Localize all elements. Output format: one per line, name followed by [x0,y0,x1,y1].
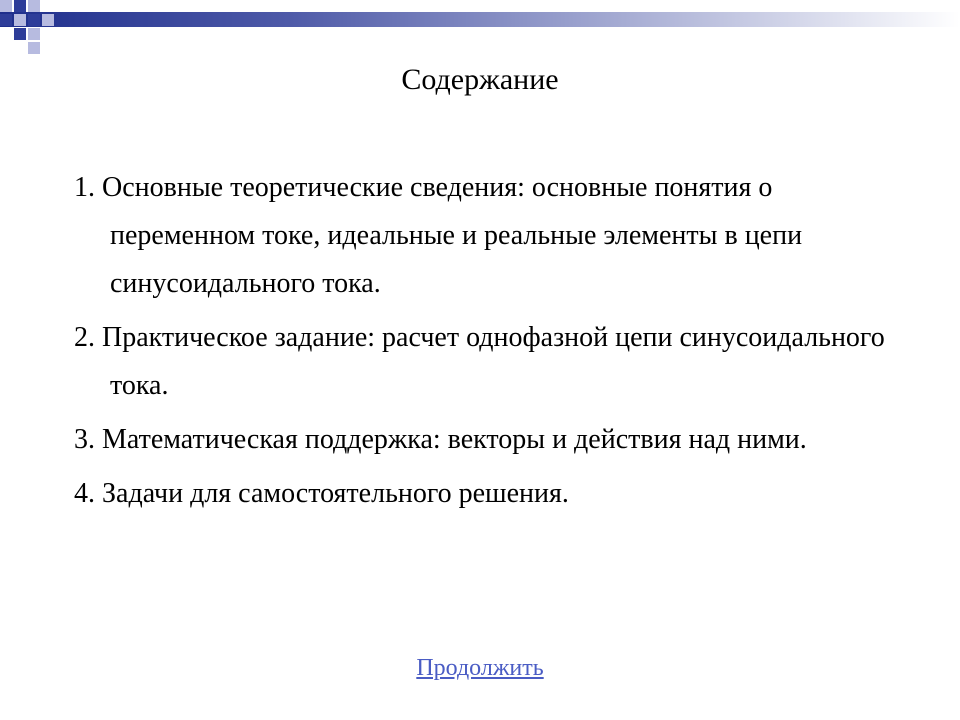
slide-title: Содержание [401,63,559,96]
continue-link[interactable]: Продолжить [416,655,544,681]
header-gradient-bar [0,12,960,27]
contents-item-2: 2. Практическое задание: расчет однофазной цепи синусоидального тока. [74,322,885,401]
continue-link-container [0,650,960,686]
contents-item-1: 1. Основные теоретические сведения: основные понятия о переменном токе, идеальные и реальные элементы в цепи синусоидального тока. [74,172,803,299]
decorative-squares-icon [0,0,80,60]
contents-item-3: 3. Математическая поддержка: векторы и действия над ними. [74,424,807,455]
contents-list [74,164,914,524]
contents-item-4: 4. Задачи для самостоятельного решения. [74,478,569,509]
